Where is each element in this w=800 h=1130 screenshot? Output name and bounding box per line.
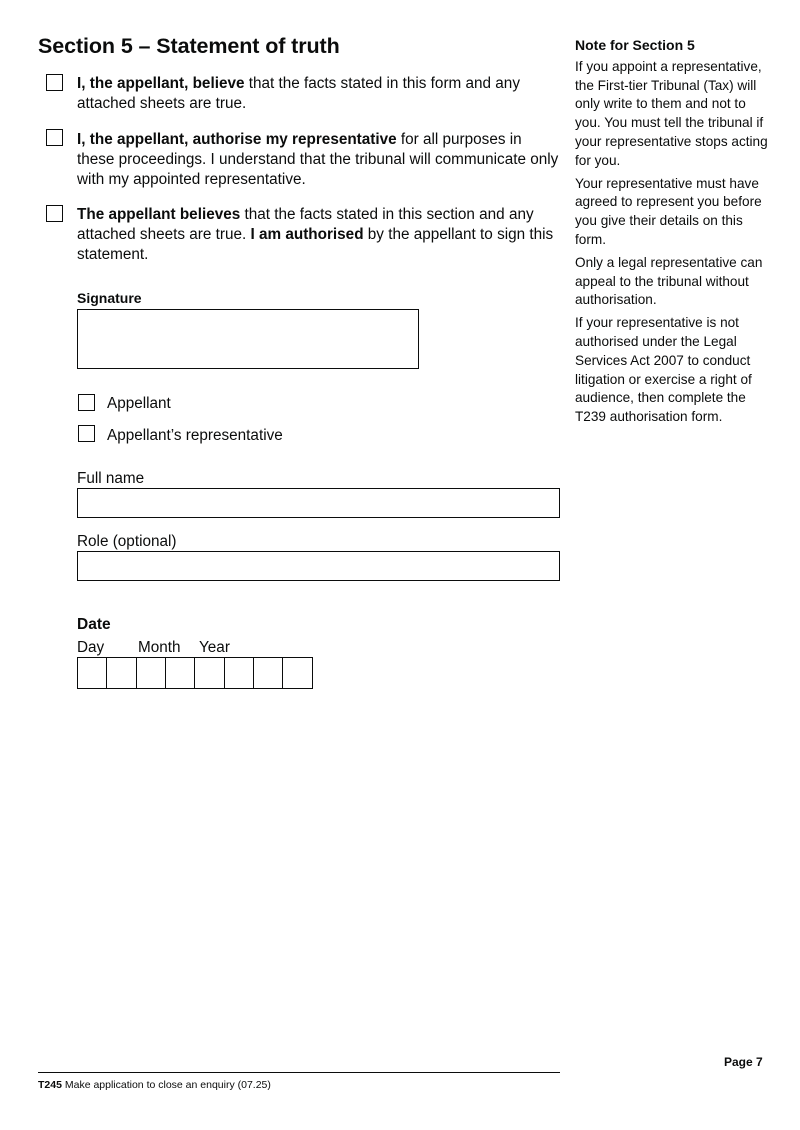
appellant-label: Appellant bbox=[107, 395, 171, 412]
statement-2-rest: for all purposes in these proceedings. I understand that the tribunal will communicate only with my appointed representative. bbox=[77, 131, 559, 188]
statement-3-rest: that the facts stated in this section and any attached sheets are true. bbox=[77, 206, 534, 243]
statement-3-checkbox[interactable] bbox=[46, 205, 63, 222]
month-digit-1[interactable] bbox=[136, 657, 167, 689]
signature-label: Signature bbox=[77, 290, 142, 306]
statement-1-text bbox=[77, 74, 561, 114]
note-paragraph-1: If you appoint a representative, the First-tier Tribunal (Tax) will only write to them and not to you. You must tell the tribunal if your representative stops acting for you. bbox=[575, 58, 768, 168]
role-label: Role (optional) bbox=[77, 533, 177, 550]
note-paragraph-4: If your representative is not authorised under the Legal Services Act 2007 to conduct litigation or exercise a right of audience, then complete the T239 authorisation form. bbox=[575, 315, 752, 425]
date-label: Date bbox=[77, 616, 111, 633]
statement-1-rest: that the facts stated in this form and any attached sheets are true. bbox=[77, 75, 520, 112]
day-digit-2[interactable] bbox=[106, 657, 137, 689]
representative-label: Appellant’s representative bbox=[107, 427, 283, 444]
statement-2-checkbox[interactable] bbox=[46, 129, 63, 146]
note-title: Note for Section 5 bbox=[575, 37, 695, 53]
footer-form-info bbox=[38, 1079, 271, 1091]
year-label: Year bbox=[199, 639, 230, 656]
full-name-input[interactable] bbox=[77, 488, 560, 518]
footer-form-code: T245 bbox=[38, 1079, 62, 1091]
note-paragraph-3: Only a legal representative can appeal to the tribunal without authorisation. bbox=[575, 254, 763, 308]
signature-box[interactable] bbox=[77, 309, 419, 369]
section-note bbox=[575, 36, 770, 431]
month-label: Month bbox=[138, 639, 181, 656]
representative-checkbox[interactable] bbox=[78, 425, 95, 442]
section-title: Section 5 – Statement of truth bbox=[38, 34, 340, 58]
full-name-label: Full name bbox=[77, 470, 145, 487]
statement-3-rest-2: by the appellant to sign this statement. bbox=[77, 226, 554, 263]
page-number: Page 7 bbox=[724, 1055, 763, 1069]
year-digit-2[interactable] bbox=[224, 657, 255, 689]
year-digit-4[interactable] bbox=[282, 657, 313, 689]
month-digit-2[interactable] bbox=[165, 657, 196, 689]
year-digit-1[interactable] bbox=[194, 657, 225, 689]
year-digit-3[interactable] bbox=[253, 657, 284, 689]
day-digit-1[interactable] bbox=[77, 657, 108, 689]
statement-3-bold-2: I am authorised bbox=[250, 226, 364, 243]
footer-form-title: Make application to close an enquiry (07.25) bbox=[61, 1079, 271, 1091]
footer-divider bbox=[38, 1072, 560, 1073]
statement-1-checkbox[interactable] bbox=[46, 74, 63, 91]
date-input-row bbox=[77, 657, 312, 689]
appellant-checkbox[interactable] bbox=[78, 394, 95, 411]
note-paragraph-2: Your representative must have agreed to represent you before you give their details on this form. bbox=[575, 175, 762, 247]
role-input[interactable] bbox=[77, 551, 560, 581]
day-label: Day bbox=[77, 639, 105, 656]
statement-3-bold: The appellant believes bbox=[77, 206, 241, 223]
statement-2-bold: I, the appellant, authorise my representative bbox=[77, 131, 397, 148]
statement-3-text bbox=[77, 205, 561, 265]
statement-2-text bbox=[77, 130, 561, 190]
statement-1-bold: I, the appellant, believe bbox=[77, 75, 245, 92]
